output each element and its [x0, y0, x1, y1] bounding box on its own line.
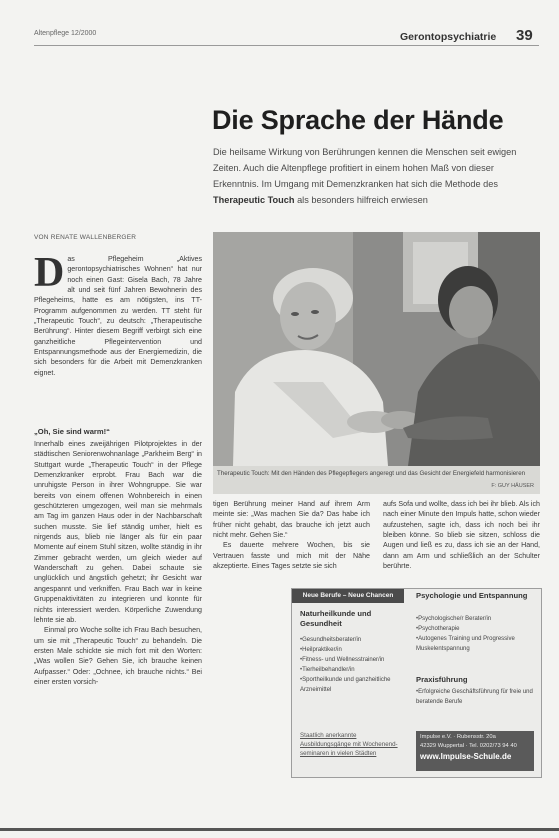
bottom-edge — [0, 828, 559, 831]
photo-credit: F: GUY HÄUSER — [491, 483, 534, 489]
list-item: • Tierheilbehandler/in — [300, 665, 412, 675]
lead-text-end: als besonders hilfreich erwiesen — [294, 195, 428, 205]
article-subheading: „Oh, Sie sind warm!“ — [34, 427, 110, 436]
ad-right-list — [416, 614, 536, 654]
ad-info-link[interactable]: Staatlich anerkannte Ausbildungsgänge mit Wochenend-seminaren in vielen Städten — [300, 732, 398, 757]
article-column-1-intro — [34, 250, 202, 378]
header-rule — [34, 45, 539, 46]
lead-text: Die heilsame Wirkung von Berührungen kennen die Menschen seit ewigen Zeiten. Auch die Altenpflege profitiert in einem hohen Maß von dieser Erkenntnis. Im Umgang mit Demenzkranken hat sich die Methode des — [213, 147, 517, 189]
photo-caption-box — [213, 466, 540, 494]
advertisement-box — [291, 588, 542, 778]
paragraph: Einmal pro Woche sollte ich Frau Bach besuchen, um sie mit „Therapeutic Touch“ zu behandeln. Die ersten Male schickte sie mich fort mit den Worten: „Was wollen Sie? Gehen Sie, ich brauche keinen Aufpasser.“ Oder: „Ochnee, ich brauche nichts.“ Bei einer ersten vorsich- — [34, 626, 202, 686]
section-name: Gerontopsychiatrie — [400, 31, 497, 43]
list-item: • Psychotherapie — [416, 624, 536, 634]
article-title: Die Sprache der Hände — [212, 105, 504, 135]
journal-issue: Altenpflege 12/2000 — [34, 30, 97, 37]
paragraph: Innerhalb eines zweijährigen Pilotprojektes in der städtischen Seniorenwohnanlage „Parkheim Berg“ in Stuttgart wurde „Therapeutic Touch“ in der Pflege Demenzkranker erprobt. Frau Bach war die unruhigste Person in ihrer Wohngruppe. Sie war bereits von einem offenen Wohnbereich in einen geschützteren umgezogen, weil man sie mehrmals am Tag im ganzen Haus oder in der Nachbarschaft suchen musste. Sie lief ständig umher, hielt es nirgends aus, blieb nie länger als für ein paar Momente auf einem Stuhl sitzen, wollte ständig in ihr Zimmer gebracht werden, um gleich wieder auf Wanderschaft zu gehen. Dabei schaute sie unglücklich und ängstlich gehetzt; ihr Gesicht war angespannt und verkniffen. Frau Bach war in keine Gruppenaktivitäten zu integrieren und konnte für nichts interessiert werden. Körperliche Zuwendung lehnte sie ab. — [34, 440, 202, 624]
article-photo — [213, 232, 540, 466]
ad-right-heading-2: Praxisführung — [416, 675, 468, 684]
author-byline: VON RENATE WALLENBERGER — [34, 234, 137, 241]
paragraph: as Pflegeheim „Aktives gerontopsychiatrisches Wohnen“ hat nur noch einen Gast: Gisela Bach, 78 Jahre alt und seit fünf Jahren Bewohnerin des Pflegeheims, hatte es am nötigsten, ins TT-Programm aufgenommen zu werden. TT steht für „Therapeutic Touch“, zu deutsch: „Therapeutische Berührung“. Hinter diesem Begriff verbirgt sich eine ganzheitliche Pflegeintervention und Entspannungsmethode aus der Energiemedizin, die sich besonders für die Arbeit mit Demenzkranken eignet. — [34, 255, 202, 377]
lead-bold-term: Therapeutic Touch — [213, 195, 295, 205]
paragraph: aufs Sofa und wollte, dass ich bei ihr blieb. Als ich nach einer Minute den Impuls hatte, schon wieder aufzustehen, sagte ich, dass ich noch bei ihr bleiben könne. So blieb sie sitzen, schloss die Augen und ließ es zu, dass ich sie an der Hand, dann am Arm und schließlich an der Schulter berührte. — [383, 500, 540, 571]
ad-website-link[interactable]: www.Impulse-Schule.de — [420, 752, 512, 761]
list-item: • Erfolgreiche Geschäftsführung für freie und beratende Berufe — [416, 687, 536, 707]
paragraph: tigen Berührung meiner Hand auf ihrem Arm meinte sie: „Was machen Sie da? Das habe ich früher nicht gehabt, das brauche ich jetzt auch nicht mehr. Gehen Sie.“ — [213, 500, 370, 540]
ad-right-heading: Psychologie und Entspannung — [416, 591, 528, 600]
article-column-1-body — [34, 439, 202, 687]
ad-badge: Neue Berufe – Neue Chancen — [292, 589, 404, 603]
article-column-2 — [213, 499, 370, 571]
list-item: • Psychologische/r Berater/in — [416, 614, 536, 624]
list-item: • Fitness- und Wellnesstrainer/in — [300, 655, 412, 665]
paragraph: Es dauerte mehrere Wochen, bis sie Vertrauen fasste und mich mit der Nähe akzeptierte. Eines Tages setzte sie sich — [213, 541, 370, 571]
article-column-3 — [383, 499, 540, 571]
ad-right-list-2 — [416, 687, 536, 707]
ad-left-list — [300, 635, 412, 695]
ad-contact-box — [416, 731, 534, 771]
ad-contact-address: 42329 Wuppertal · Tel. 0202/73 94 40 — [420, 743, 517, 749]
list-item: • Sportheilkunde und ganzheitliche Arzneimittel — [300, 675, 412, 695]
article-lead — [213, 144, 529, 208]
drop-cap: D — [34, 250, 65, 296]
list-item: • Autogenes Training und Progressive Muskelentspannung — [416, 634, 536, 654]
list-item: • Heilpraktiker/in — [300, 645, 412, 655]
ad-left-heading: Naturheilkunde und Gesundheit — [300, 609, 372, 628]
photo-caption: Therapeutic Touch: Mit den Händen des Pflegepflegers angeregt und das Gesicht der Energiefeld harmonisieren — [217, 470, 526, 477]
ad-contact-name: Impulse e.V. · Rubensstr. 20a — [420, 734, 496, 740]
page-number: 39 — [516, 27, 533, 44]
list-item: • Gesundheitsberater/in — [300, 635, 412, 645]
